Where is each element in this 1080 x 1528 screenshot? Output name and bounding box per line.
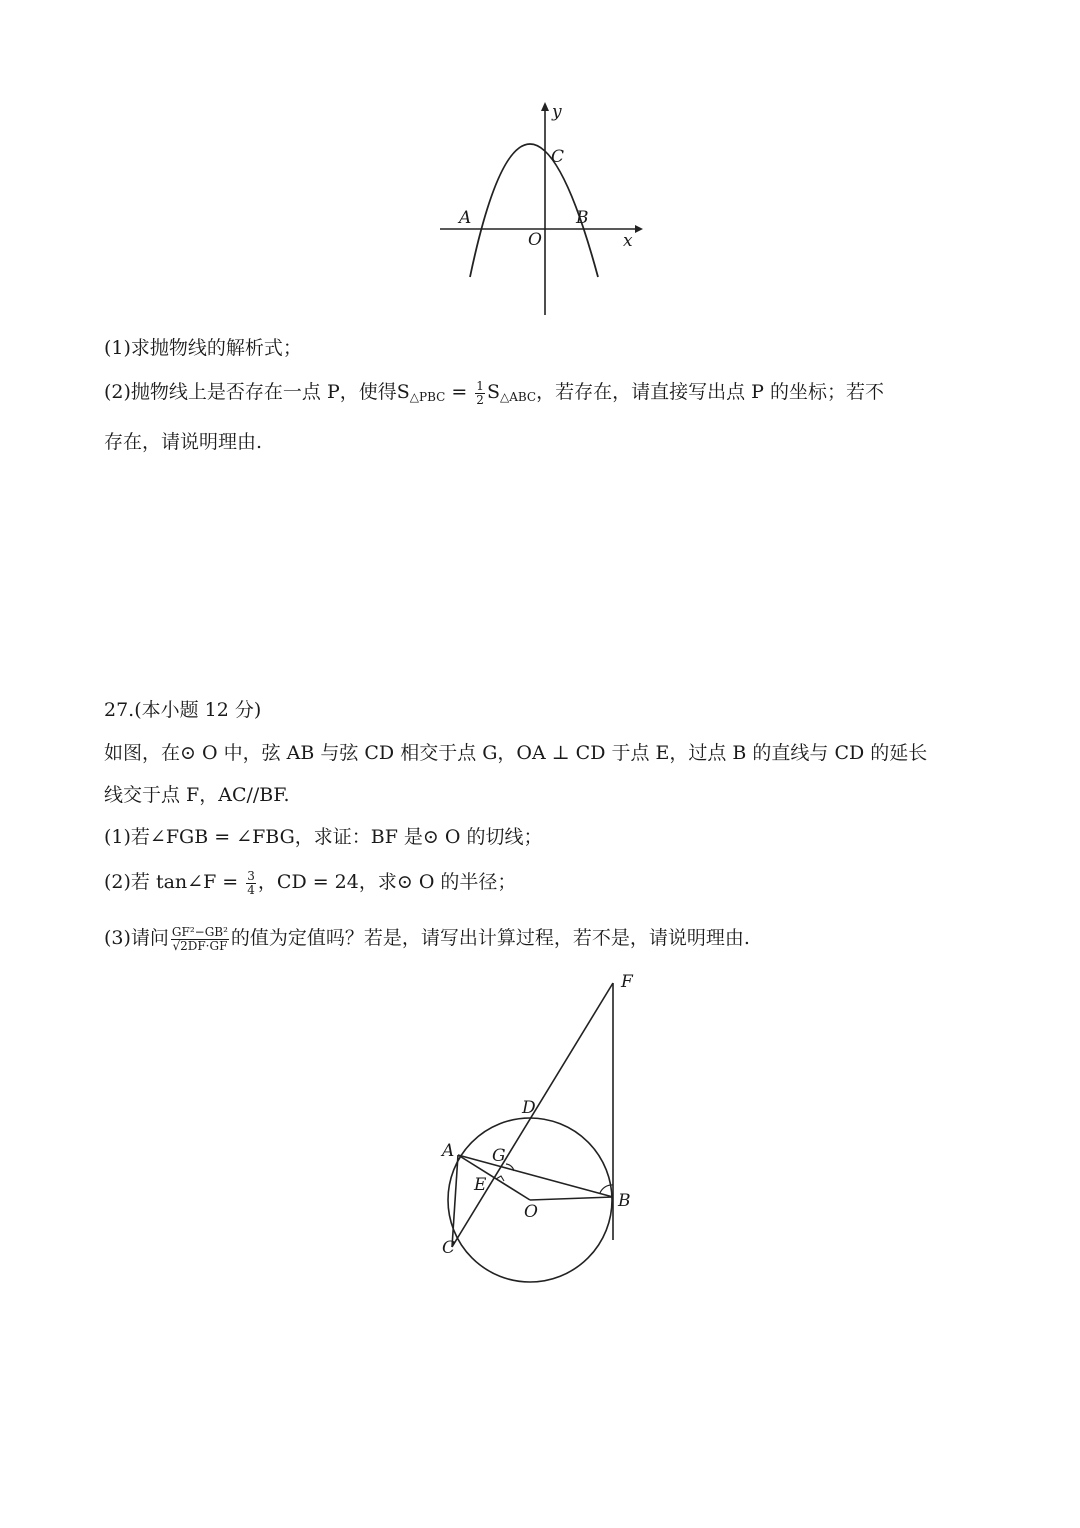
q27-part1-text: (1)若∠FGB = ∠FBG，求证：BF 是⊙ O 的切线；	[104, 826, 543, 848]
label-B: B	[576, 208, 589, 228]
q26-part2-text-a: (2)抛物线上是否存在一点 P，使得S	[104, 381, 410, 403]
label-O: O	[524, 1202, 538, 1222]
y-axis-arrow	[541, 102, 549, 111]
circle-geometry-figure	[430, 965, 650, 1295]
label-B: B	[618, 1191, 631, 1211]
q27-stem2-text: 线交于点 F，AC//BF.	[104, 784, 290, 806]
q27-stem1-text: 如图，在⊙ O 中，弦 AB 与弦 CD 相交于点 G，OA ⊥ CD 于点 E，过点 B 的直线与 CD 的延长	[104, 742, 928, 764]
q27-part3-frac-num: GF²−GB²	[171, 924, 228, 939]
q26-frac-num: 1	[476, 378, 484, 393]
x-axis-arrow	[635, 225, 643, 233]
label-E: E	[474, 1175, 487, 1195]
q27-part2-text-b: ，CD = 24，求⊙ O 的半径；	[257, 871, 517, 893]
q27-part3-text-b: 的值为定值吗？若是，请写出计算过程，若不是，请说明理由.	[230, 927, 750, 949]
q26-fraction	[475, 380, 485, 407]
label-y: y	[552, 102, 562, 122]
parabola-figure	[430, 95, 650, 325]
q27-part2-frac-den: 4	[247, 882, 255, 897]
label-A: A	[459, 208, 472, 228]
label-C: C	[551, 147, 565, 167]
q26-frac-den: 2	[476, 392, 484, 407]
q26-part2-text-c: 存在，请说明理由.	[104, 431, 263, 453]
q27-header-text: 27.(本小题 12 分)	[104, 699, 262, 721]
label-O: O	[528, 230, 542, 250]
q26-part2-text-b: ，若存在，请直接写出点 P 的坐标；若不	[536, 381, 884, 403]
label-C: C	[442, 1238, 456, 1258]
q26-part2-cont	[104, 428, 262, 456]
q26-part2-s2: S	[486, 381, 500, 403]
label-G: G	[492, 1146, 506, 1166]
q27-header	[104, 696, 261, 724]
q26-part1	[104, 334, 302, 362]
segment-ob	[530, 1197, 613, 1200]
label-x: x	[623, 231, 633, 251]
q27-stem-line2	[104, 781, 290, 809]
label-A: A	[442, 1141, 455, 1161]
q27-part3	[104, 924, 750, 953]
label-F: F	[621, 972, 633, 992]
q27-part2	[104, 868, 516, 897]
q26-part2-sub1: △PBC	[409, 390, 446, 404]
q27-part2-fraction	[246, 870, 256, 897]
q27-part2-frac-num: 3	[247, 868, 255, 883]
q27-part1	[104, 823, 543, 851]
q27-part3-frac-den: √2DF·GF	[172, 938, 228, 953]
q27-stem-line1	[104, 739, 927, 767]
q27-part3-fraction	[171, 926, 229, 953]
label-D: D	[522, 1098, 536, 1118]
q27-part3-text-a: (3)请问	[104, 927, 169, 949]
q26-part2-eq: =	[445, 381, 474, 403]
q26-part2-sub2: △ABC	[499, 390, 537, 404]
q26-part2	[104, 378, 884, 411]
q26-part1-text: (1)求抛物线的解析式；	[104, 337, 302, 359]
q27-part2-text-a: (2)若 tan∠F =	[104, 871, 245, 893]
